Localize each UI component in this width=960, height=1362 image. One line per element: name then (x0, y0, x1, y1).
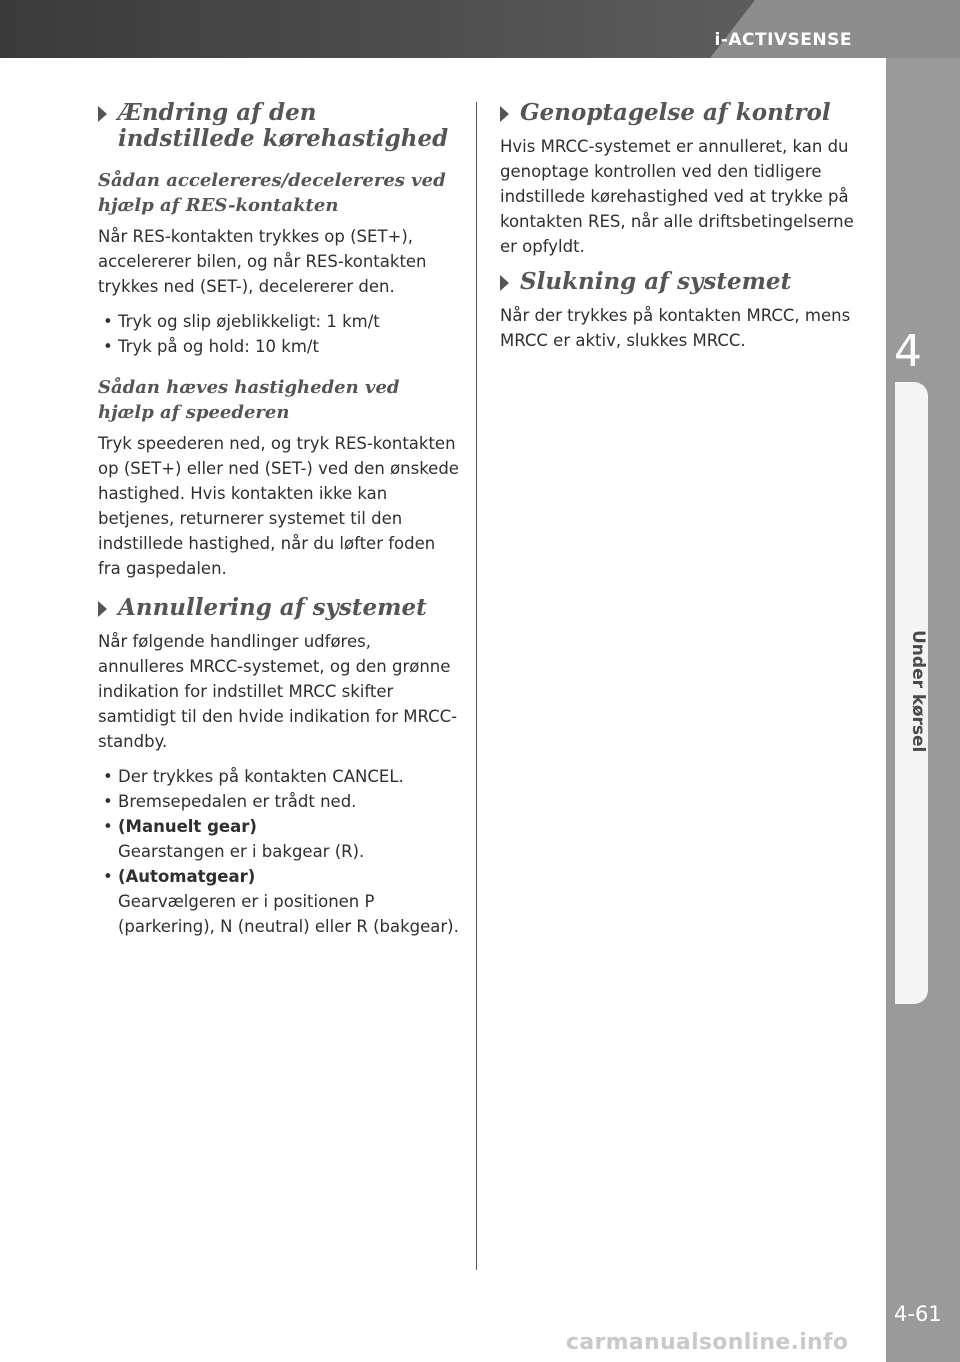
heading-marker-icon (98, 106, 107, 122)
paragraph-cancel: Når følgende handlinger udføres, annulleres MRCC-systemet, og den grønne indikation for indstillet MRCC skifter samtidigt til den hvide indikation for MRCC-standby. (98, 632, 458, 751)
heading-marker-icon (98, 601, 107, 617)
list-item-automatic (98, 864, 460, 939)
section-tab-label: i-ACTIVSENSE (714, 30, 852, 50)
list-item: • Der trykkes på kontakten CANCEL. (98, 764, 460, 789)
bullet-list-cancel-conditions (98, 764, 460, 939)
left-column (98, 100, 460, 951)
page-number: 4-61 (894, 1302, 942, 1326)
heading-turn-off-system: Slukning af systemet (500, 269, 860, 295)
bullet-list-speed-steps (98, 309, 460, 359)
list-item: • Tryk og slip øjeblikkeligt: 1 km/t (98, 309, 460, 334)
paragraph-turn-off: Når der trykkes på kontakten MRCC, mens MRCC er aktiv, slukkes MRCC. (500, 306, 851, 350)
list-item: • Bremsepedalen er trådt ned. (98, 789, 460, 814)
chapter-number: 4 (894, 326, 922, 377)
manual-gear-text: Gearstangen er i bakgear (R). (118, 842, 365, 861)
paragraph-accelerator: Tryk speederen ned, og tryk RES-kontakten op (SET+) eller ned (SET-) ved den ønskede hastighed. Hvis kontakten ikke kan betjenes, returnerer systemet til den indstillede hastighed, når du løfter foden fra gaspedalen. (98, 434, 459, 578)
paragraph-res-switch: Når RES-kontakten trykkes op (SET+), accelererer bilen, og når RES-kontakten trykkes ned (SET-), decelererer den. (98, 227, 427, 296)
heading-marker-icon (500, 106, 509, 122)
subheading-res-switch: Sådan accelereres/decelereres ved hjælp af RES-kontakten (98, 170, 446, 216)
chapter-title: Under kørsel (908, 630, 928, 753)
list-item: • Tryk på og hold: 10 km/t (98, 334, 460, 359)
paragraph-resume: Hvis MRCC-systemet er annulleret, kan du genoptage kontrollen ved den tidligere indstillede kørehastighed ved at trykke på kontakten RES, når alle driftsbetingelserne er opfyldt. (500, 137, 854, 256)
manual-gear-label: • (Manuelt gear) (118, 817, 257, 836)
list-item-manual (98, 814, 460, 864)
heading-marker-icon (500, 275, 509, 291)
automatic-gear-text: Gearvælgeren er i positionen P (parkering), N (neutral) eller R (bakgear). (118, 892, 459, 936)
heading-change-speed: Ændring af den indstillede kørehastighed (98, 100, 460, 152)
right-column (500, 100, 860, 363)
heading-resume-control: Genoptagelse af kontrol (500, 100, 860, 126)
watermark: carmanualsonline.info (566, 1330, 849, 1355)
automatic-gear-label: • (Automatgear) (118, 867, 256, 886)
column-divider (476, 102, 477, 1270)
subheading-accelerator: Sådan hæves hastigheden ved hjælp af speederen (98, 377, 400, 423)
heading-cancel-system: Annullering af systemet (98, 595, 460, 621)
